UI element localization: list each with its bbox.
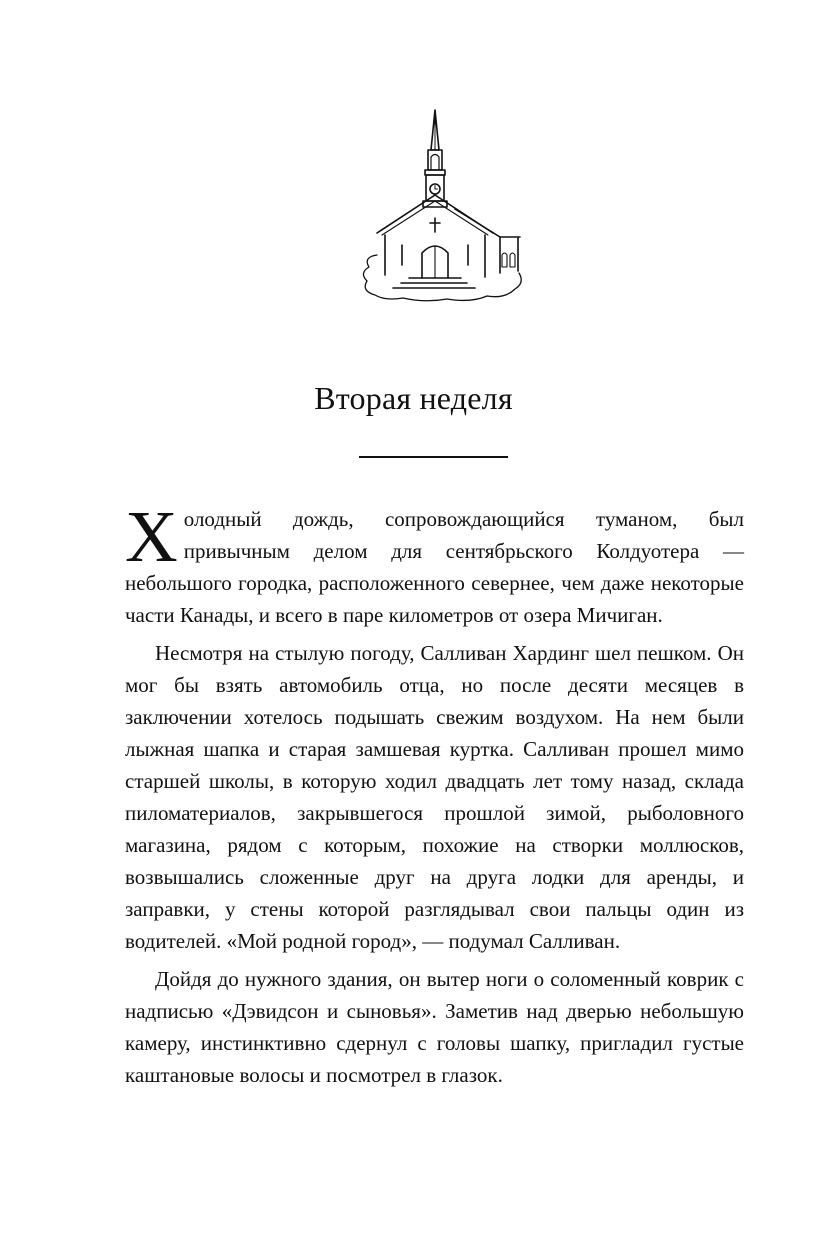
title-divider (359, 456, 508, 458)
paragraph-1 (125, 496, 744, 631)
church-illustration (355, 105, 525, 305)
paragraph-2: Несмотря на стылую погоду, Салливан Хардинг шел пешком. Он мог бы взять автомобиль отца, но после десяти месяцев в заключении хотелось подышать свежим воздухом. На нем были лыжная шапка и старая замшевая куртка. Салливан прошел мимо старшей школы, в которую ходил двадцать лет тому назад, склада пиломатериалов, закрывшегося прошлой зимой, рыболовного магазина, рядом с которым, похожие на створки моллюсков, возвышались сложенные друг на друга лодки для аренды, и заправки, у стены которой разглядывал свои пальцы один из водителей. «Мой родной город», — подумал Салливан. (125, 641, 744, 953)
paragraph-1-text: олодный дождь, сопровождающийся туманом, был привычным делом для сентябрьского Колдуотера — небольшого городка, расположенного севернее, чем даже некоторые части Канады, и всего в паре километров от озера Мичиган. (125, 507, 744, 627)
chapter-body (125, 496, 744, 1097)
paragraph-3: Дойдя до нужного здания, он вытер ноги о соломенный коврик с надписью «Дэвидсон и сыновья». Заметив над дверью небольшую камеру, инстинктивно сдернул с головы шапку, пригладил густые каштановые волосы и посмотрел в глазок. (125, 967, 744, 1087)
chapter-title: Вторая неделя (314, 380, 513, 416)
drop-cap: Х (125, 496, 178, 577)
